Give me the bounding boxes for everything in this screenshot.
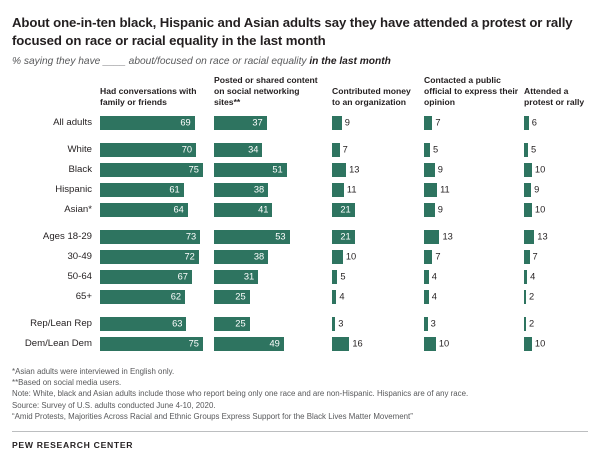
bar-cell bbox=[424, 200, 524, 220]
column-header-conversations: Had conversations with family or friends bbox=[100, 86, 197, 107]
bar-cell bbox=[524, 160, 594, 180]
bar bbox=[424, 290, 437, 304]
bar-cell bbox=[424, 160, 524, 180]
bar-value: 5 bbox=[340, 270, 346, 281]
bar-cell bbox=[214, 227, 332, 247]
bar-value: 3 bbox=[338, 317, 344, 328]
bar-cell bbox=[100, 200, 214, 220]
bar bbox=[100, 270, 192, 284]
bar bbox=[424, 250, 441, 264]
bar-value: 38 bbox=[253, 250, 265, 261]
bar-cell bbox=[424, 267, 524, 287]
chart-table bbox=[12, 75, 594, 353]
bar bbox=[214, 143, 262, 157]
bar-value: 4 bbox=[431, 290, 437, 301]
row-label: Asian* bbox=[64, 204, 92, 216]
column-header-official: Contacted a public official to express their opinion bbox=[424, 75, 519, 107]
page-title: About one-in-ten black, Hispanic and Asian adults say they have attended a protest or rally focused on race or racial equality in the last month bbox=[12, 15, 573, 49]
bar bbox=[100, 250, 199, 264]
row-label: Hispanic bbox=[55, 184, 92, 196]
row-label: All adults bbox=[53, 117, 92, 129]
bar-cell bbox=[214, 334, 332, 354]
bar-value: 11 bbox=[440, 183, 450, 194]
bar bbox=[214, 317, 250, 331]
bar-cell bbox=[332, 247, 424, 267]
bar bbox=[214, 183, 268, 197]
bar bbox=[424, 116, 441, 130]
bar bbox=[100, 116, 195, 130]
bar-cell bbox=[100, 180, 214, 200]
bar-value: 72 bbox=[184, 250, 195, 261]
bar bbox=[100, 337, 203, 351]
bar-value: 5 bbox=[432, 143, 439, 154]
bar-value: 9 bbox=[534, 183, 540, 194]
row-label: Dem/Lean Dem bbox=[24, 338, 92, 350]
bar bbox=[332, 317, 344, 331]
row-label: White bbox=[67, 144, 92, 156]
row-label: Black bbox=[68, 164, 92, 176]
bar-cell bbox=[524, 287, 594, 307]
bar-value: 70 bbox=[181, 143, 193, 154]
table-row bbox=[12, 267, 594, 287]
bar-value: 21 bbox=[340, 203, 351, 214]
bar-cell bbox=[524, 113, 594, 133]
bar bbox=[524, 250, 538, 264]
bar-cell bbox=[214, 160, 332, 180]
bar-cell bbox=[214, 314, 332, 334]
note-race: Note: White, black and Asian adults include those who report being only one race and are non-Hispanic. Hispanics are of any race. bbox=[12, 389, 469, 399]
bar-cell bbox=[332, 140, 424, 160]
table-row bbox=[12, 180, 594, 200]
bar-cell bbox=[332, 180, 424, 200]
bar-cell bbox=[100, 160, 214, 180]
bar-cell bbox=[424, 287, 524, 307]
table-row bbox=[12, 140, 594, 160]
bar-cell bbox=[214, 200, 332, 220]
row-label: 65+ bbox=[75, 291, 92, 303]
bar bbox=[100, 183, 184, 197]
bar-cell bbox=[524, 200, 594, 220]
table-row bbox=[12, 247, 594, 267]
bar-value: 62 bbox=[170, 290, 182, 301]
table-row bbox=[12, 200, 594, 220]
bar-value: 10 bbox=[438, 337, 450, 348]
row-group-spacer bbox=[12, 307, 594, 314]
brand-label: PEW RESEARCH CENTER bbox=[12, 440, 134, 450]
bar-cell bbox=[424, 247, 524, 267]
bar-cell bbox=[524, 267, 594, 287]
bar bbox=[332, 337, 363, 351]
bar-cell bbox=[524, 334, 594, 354]
bar bbox=[524, 337, 546, 351]
bar-value: 10 bbox=[534, 203, 546, 214]
bar bbox=[332, 270, 346, 284]
bar-value: 64 bbox=[173, 203, 184, 214]
bar bbox=[524, 116, 537, 130]
bar bbox=[424, 183, 450, 197]
table-row bbox=[12, 287, 594, 307]
bar-value: 9 bbox=[437, 163, 443, 174]
bar-value: 9 bbox=[344, 116, 350, 127]
column-header-protest: Attended a protest or rally bbox=[524, 86, 585, 107]
bar-cell bbox=[100, 334, 214, 354]
bar-cell bbox=[524, 247, 594, 267]
bar-value: 3 bbox=[430, 317, 436, 328]
bar-cell bbox=[214, 287, 332, 307]
bar-value: 73 bbox=[185, 230, 197, 241]
bar-cell bbox=[424, 314, 524, 334]
bar-cell bbox=[100, 140, 214, 160]
bar-value: 63 bbox=[172, 317, 183, 328]
bar-value: 5 bbox=[530, 143, 537, 154]
bar bbox=[332, 183, 357, 197]
bar-value: 37 bbox=[252, 116, 263, 127]
bar bbox=[424, 143, 439, 157]
bar bbox=[424, 230, 453, 244]
note-source: Source: Survey of U.S. adults conducted June 4-10, 2020. bbox=[12, 400, 216, 410]
bar bbox=[100, 317, 186, 331]
bar-cell bbox=[214, 113, 332, 133]
bar-cell bbox=[100, 227, 214, 247]
bar bbox=[214, 250, 268, 264]
bar-cell bbox=[424, 113, 524, 133]
bar-cell bbox=[524, 314, 594, 334]
bar bbox=[332, 230, 355, 244]
bar-cell bbox=[332, 314, 424, 334]
bar-value: 21 bbox=[340, 230, 351, 241]
bar-value: 75 bbox=[188, 337, 199, 348]
bar bbox=[332, 203, 355, 217]
bar-value: 2 bbox=[529, 290, 535, 301]
row-group-spacer bbox=[12, 220, 594, 227]
bar bbox=[100, 290, 185, 304]
bar bbox=[214, 337, 284, 351]
bar bbox=[524, 183, 540, 197]
bar bbox=[100, 143, 196, 157]
bar-value: 25 bbox=[235, 317, 246, 328]
bar bbox=[524, 203, 546, 217]
bar-value: 51 bbox=[272, 163, 283, 174]
bar-value: 6 bbox=[531, 116, 537, 127]
bar-cell bbox=[332, 200, 424, 220]
bar-cell bbox=[524, 140, 594, 160]
bar-value: 13 bbox=[537, 230, 548, 241]
bar-cell bbox=[214, 267, 332, 287]
bar bbox=[332, 116, 350, 130]
bar-value: 69 bbox=[180, 116, 191, 127]
bar-value: 4 bbox=[530, 270, 536, 281]
row-label: Ages 18-29 bbox=[42, 231, 92, 243]
bar-value: 7 bbox=[435, 250, 441, 261]
bar bbox=[332, 250, 357, 264]
bar-cell bbox=[424, 334, 524, 354]
bar bbox=[524, 163, 546, 177]
bar bbox=[332, 143, 348, 157]
row-label: 50-64 bbox=[67, 271, 92, 283]
bar-value: 10 bbox=[534, 337, 546, 348]
subtitle-text: % saying they have ____ about/focused on race or racial equality bbox=[12, 56, 310, 68]
bar-value: 31 bbox=[243, 270, 255, 281]
bar-value: 41 bbox=[258, 203, 269, 214]
note-report-title: “Amid Protests, Majorities Across Racial and Ethnic Groups Express Support for the Black Lives Matter Movement” bbox=[12, 411, 413, 421]
bar bbox=[214, 290, 250, 304]
bar-value: 2 bbox=[529, 317, 535, 328]
bar-cell bbox=[332, 334, 424, 354]
bar-cell bbox=[332, 287, 424, 307]
bar-cell bbox=[524, 227, 594, 247]
bar-cell bbox=[332, 227, 424, 247]
bar bbox=[424, 163, 443, 177]
bar bbox=[524, 270, 536, 284]
bar-value: 38 bbox=[253, 183, 265, 194]
table-row bbox=[12, 113, 594, 133]
bar bbox=[424, 203, 443, 217]
bar-cell bbox=[524, 180, 594, 200]
row-label: 30-49 bbox=[67, 251, 92, 263]
bar-cell bbox=[332, 267, 424, 287]
chart-subtitle bbox=[12, 56, 588, 67]
row-label: Rep/Lean Rep bbox=[30, 318, 92, 330]
bar-value: 25 bbox=[235, 290, 246, 301]
note-social: **Based on social media users. bbox=[12, 378, 122, 388]
chart-notes bbox=[12, 366, 588, 422]
column-header-money: Contributed money to an organization bbox=[332, 86, 411, 107]
bar bbox=[524, 143, 537, 157]
bar-value: 10 bbox=[345, 250, 357, 261]
bar bbox=[424, 337, 450, 351]
bar bbox=[424, 317, 436, 331]
bar-cell bbox=[100, 113, 214, 133]
bar-value: 11 bbox=[346, 183, 357, 194]
bar-value: 67 bbox=[177, 270, 188, 281]
table-row bbox=[12, 314, 594, 334]
bar-cell bbox=[424, 180, 524, 200]
bar bbox=[214, 163, 287, 177]
table-row bbox=[12, 227, 594, 247]
bar bbox=[214, 270, 258, 284]
bar bbox=[100, 203, 188, 217]
bar-value: 10 bbox=[534, 163, 546, 174]
bar-value: 4 bbox=[431, 270, 437, 281]
bar-cell bbox=[424, 140, 524, 160]
bar bbox=[214, 203, 272, 217]
footer-divider bbox=[12, 431, 588, 432]
bar-value: 4 bbox=[339, 290, 345, 301]
bar-value: 9 bbox=[437, 203, 443, 214]
bar bbox=[100, 163, 203, 177]
bar bbox=[524, 317, 535, 331]
bar-value: 16 bbox=[352, 337, 363, 348]
bar-cell bbox=[424, 227, 524, 247]
bar-value: 7 bbox=[342, 143, 348, 154]
table-row bbox=[12, 334, 594, 354]
column-header-posted: Posted or shared content on social networking sites** bbox=[214, 75, 318, 107]
bar-cell bbox=[100, 287, 214, 307]
bar-value: 49 bbox=[269, 337, 280, 348]
bar-cell bbox=[214, 180, 332, 200]
bar-cell bbox=[100, 314, 214, 334]
bar-value: 13 bbox=[349, 163, 360, 174]
bar bbox=[524, 230, 548, 244]
table-row bbox=[12, 160, 594, 180]
bar bbox=[214, 230, 290, 244]
bar bbox=[424, 270, 437, 284]
bar-value: 34 bbox=[248, 143, 259, 154]
note-asian: *Asian adults were interviewed in English only. bbox=[12, 366, 175, 376]
bar-cell bbox=[214, 140, 332, 160]
bar-value: 13 bbox=[442, 230, 453, 241]
row-label-header bbox=[12, 75, 100, 112]
bar bbox=[332, 290, 345, 304]
bar-cell bbox=[100, 247, 214, 267]
bar-cell bbox=[332, 160, 424, 180]
bar bbox=[100, 230, 200, 244]
row-group-spacer bbox=[12, 133, 594, 140]
bar-value: 75 bbox=[188, 163, 199, 174]
bar-value: 7 bbox=[435, 116, 441, 127]
subtitle-emphasis: in the last month bbox=[309, 56, 391, 68]
bar-value: 53 bbox=[275, 230, 286, 241]
bar bbox=[214, 116, 267, 130]
bar-value: 7 bbox=[532, 250, 538, 261]
bar-cell bbox=[100, 267, 214, 287]
bar-value: 61 bbox=[169, 183, 180, 194]
bar bbox=[524, 290, 535, 304]
bar bbox=[332, 163, 360, 177]
bar-cell bbox=[214, 247, 332, 267]
bar-cell bbox=[332, 113, 424, 133]
